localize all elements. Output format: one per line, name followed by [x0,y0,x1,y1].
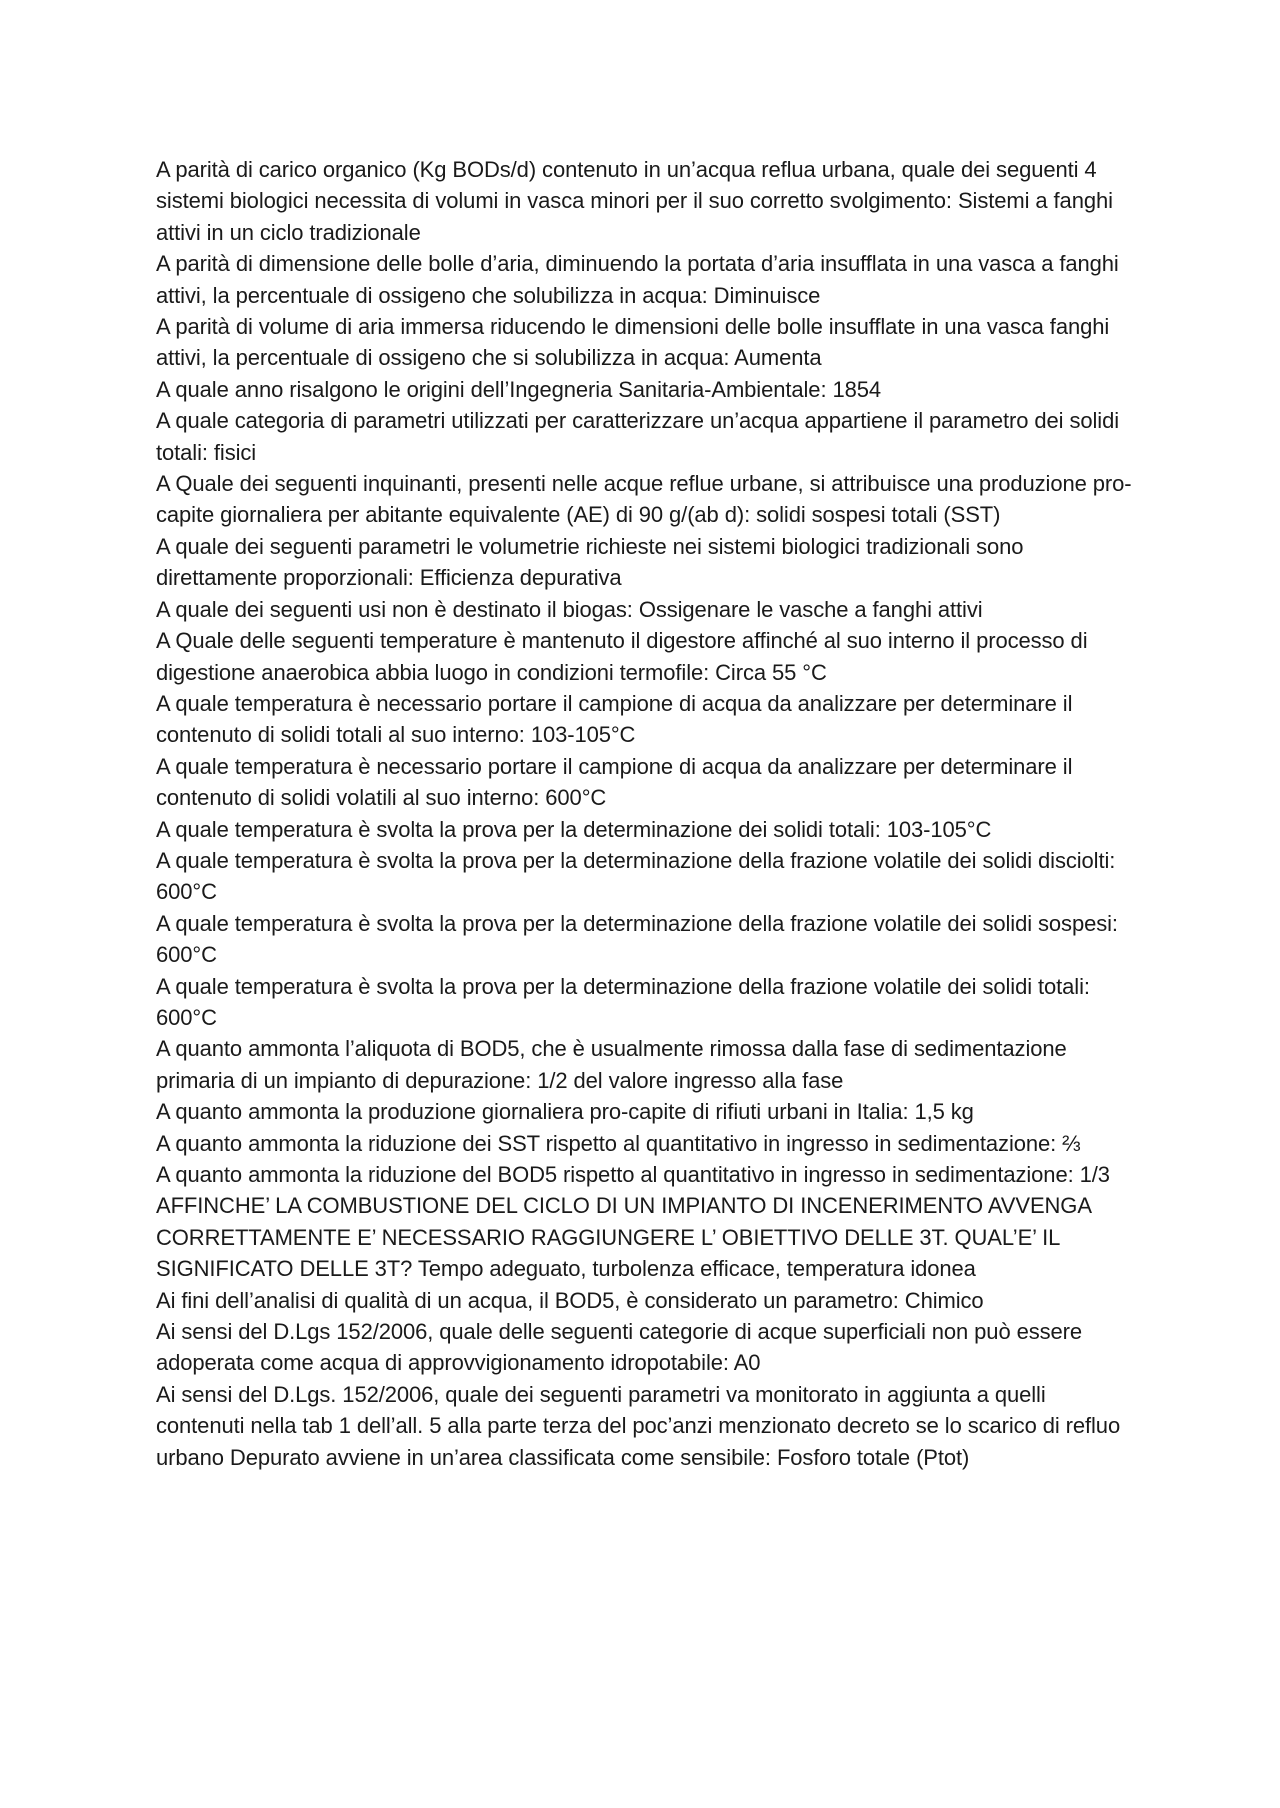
paragraph-21: Ai fini dell’analisi di qualità di un acqua, il BOD5, è considerato un parametro: Chimico [156,1287,984,1313]
paragraph-23: Ai sensi del D.Lgs. 152/2006, quale dei seguenti parametri va monitorato in aggiunta a quelli contenuti nella tab 1 dell’all. 5 alla parte terza del poc’anzi menzionato decreto se lo scarico di refluo urbano Depurato avviene in un’area classificata come sensibile: Fosforo totale (Ptot) [156,1381,1121,1470]
paragraph-6: A Quale dei seguenti inquinanti, presenti nelle acque reflue urbane, si attribuisce una produzione pro-capite giornaliera per abitante equivalente (AE) di 90 g/(ab d): solidi sospesi totali (SST) [156,471,1132,528]
paragraph-3: A parità di volume di aria immersa riducendo le dimensioni delle bolle insufflate in una vasca fanghi attivi, la percentuale di ossigeno che si solubilizza in acqua: Aumenta [156,314,1110,371]
paragraph-15: A quale temperatura è svolta la prova per la determinazione della frazione volatile dei solidi totali: 600°C [156,973,1090,1030]
paragraph-13: A quale temperatura è svolta la prova per la determinazione della frazione volatile dei solidi disciolti: 600°C [156,847,1116,905]
paragraph-2: A parità di dimensione delle bolle d’aria, diminuendo la portata d’aria insufflata in una vasca a fanghi attivi, la percentuale di ossigeno che solubilizza in acqua: Diminuisce [156,251,1119,308]
paragraph-14: A quale temperatura è svolta la prova per la determinazione della frazione volatile dei solidi sospesi: 600°C [156,910,1118,968]
document-body [156,154,1136,1473]
paragraph-12: A quale temperatura è svolta la prova per la determinazione dei solidi totali: 103-105°C [156,816,992,842]
paragraph-7: A quale dei seguenti parametri le volumetrie richieste nei sistemi biologici tradizionali sono direttamente proporzionali: Efficienza depurativa [156,533,1024,591]
paragraph-9: A Quale delle seguenti temperature è mantenuto il digestore affinché al suo interno il processo di digestione anaerobica abbia luogo in condizioni termofile: Circa 55 °C [156,628,1088,685]
paragraph-18: A quanto ammonta la riduzione dei SST rispetto al quantitativo in ingresso in sedimentazione: ⅔ [156,1130,1081,1156]
paragraph-10: A quale temperatura è necessario portare il campione di acqua da analizzare per determinare il contenuto di solidi totali al suo interno: 103-105°C [156,690,1073,748]
paragraph-11: A quale temperatura è necessario portare il campione di acqua da analizzare per determinare il contenuto di solidi volatili al suo interno: 600°C [156,753,1073,811]
paragraph-16: A quanto ammonta l’aliquota di BOD5, che è usualmente rimossa dalla fase di sedimentazione primaria di un impianto di depurazione: 1/2 del valore ingresso alla fase [156,1036,1067,1093]
paragraph-20: AFFINCHE’ LA COMBUSTIONE DEL CICLO DI UN IMPIANTO DI INCENERIMENTO AVVENGA CORRETTAMENTE E’ NECESSARIO RAGGIUNGERE L’ OBIETTIVO DELLE 3T. QUAL’E’ IL SIGNIFICATO DELLE 3T? Tempo adeguato, turbolenza efficace, temperatura idonea [156,1193,1091,1282]
paragraph-19: A quanto ammonta la riduzione del BOD5 rispetto al quantitativo in ingresso in sedimentazione: 1/3 [156,1162,1110,1187]
paragraph-1: A parità di carico organico (Kg BODs/d) contenuto in un’acqua reflua urbana, quale dei seguenti 4 sistemi biologici necessita di volumi in vasca minori per il suo corretto svolgimento: Sistemi a fanghi attivi in un ciclo tradizionale [156,157,1113,245]
paragraph-5: A quale categoria di parametri utilizzati per caratterizzare un’acqua appartiene il parametro dei solidi totali: fisici [156,408,1120,465]
paragraph-17: A quanto ammonta la produzione giornaliera pro-capite di rifiuti urbani in Italia: 1,5 kg [156,1099,974,1125]
paragraph-8: A quale dei seguenti usi non è destinato il biogas: Ossigenare le vasche a fanghi attivi [156,596,983,622]
paragraph-4: A quale anno risalgono le origini dell’Ingegneria Sanitaria-Ambientale: 1854 [156,376,882,402]
paragraph-22: Ai sensi del D.Lgs 152/2006, quale delle seguenti categorie di acque superficiali non può essere adoperata come acqua di approvvigionamento idropotabile: A0 [156,1319,1083,1376]
